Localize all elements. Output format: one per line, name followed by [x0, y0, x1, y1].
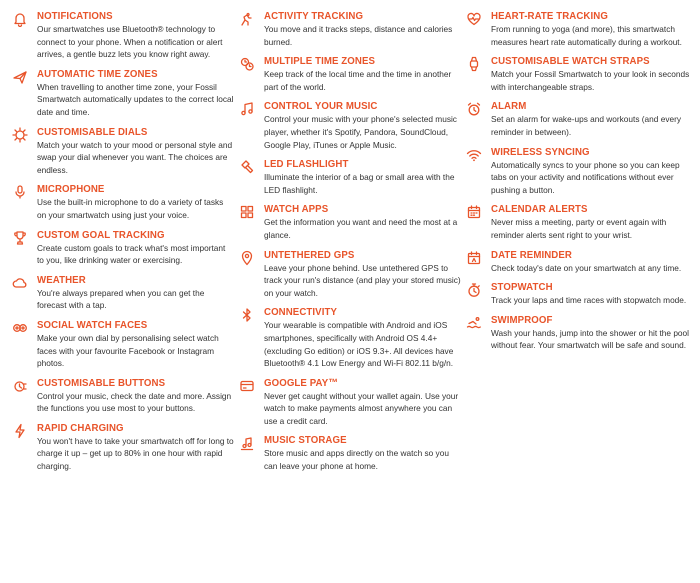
- google-pay-icon: [239, 378, 255, 394]
- feature-description: You're always prepared when you can get the forecast with a tap.: [37, 287, 205, 311]
- feature-description: Automatically syncs to your phone so you can keep tabs on your activity and notifications without ever pushing a button.: [491, 159, 680, 195]
- feature-title: WIRELESS SYNCING: [491, 145, 590, 158]
- feature-title: HEART-RATE TRACKING: [491, 10, 608, 22]
- feature-item: [239, 434, 461, 472]
- weather-icon: [12, 275, 28, 291]
- flashlight-icon: [239, 159, 255, 175]
- feature-title: DATE REMINDER: [491, 248, 572, 261]
- feature-item: [466, 100, 692, 138]
- watch-dial-icon: [12, 127, 28, 143]
- feature-item: [466, 314, 692, 352]
- feature-title: STOPWATCH: [491, 281, 553, 294]
- feature-description: Illuminate the interior of a bag or small area with the LED flashlight.: [264, 172, 455, 195]
- feature-description: Match your Fossil Smartwatch to your look in seconds with interchangeable straps.: [491, 69, 690, 92]
- trophy-icon: [12, 230, 28, 246]
- feature-item: [239, 203, 461, 241]
- alarm-clock-icon: [466, 101, 482, 117]
- feature-description: Get the information you want and need the most at a glance.: [264, 217, 458, 240]
- feature-item: [239, 100, 461, 151]
- feature-item: [12, 319, 234, 370]
- feature-description: Make your own dial by personalising select watch faces with your favourite Facebook or Instagram photos.: [37, 332, 219, 369]
- feature-item: [12, 10, 234, 61]
- feature-item: [12, 68, 234, 119]
- feature-title: WEATHER: [37, 273, 86, 286]
- feature-title: CUSTOMISABLE BUTTONS: [37, 376, 166, 389]
- feature-item: [466, 55, 692, 93]
- location-pin-icon: [239, 250, 255, 266]
- calendar-icon: [466, 204, 482, 220]
- feature-description: Keep track of the local time and the time in another part of the world.: [264, 69, 452, 92]
- buttons-icon: [12, 378, 28, 394]
- feature-item: [12, 183, 234, 221]
- airplane-icon: [12, 69, 28, 85]
- feature-item: [466, 249, 692, 275]
- feature-description: Our smartwatches use Bluetooth® technology to connect to your phone. When a notification or alert arrives, a gentle buzz lets you know right away.: [37, 24, 223, 60]
- feature-description: Control your music with your phone's selected music player, whether it's Spotify, Pandora, SoundCloud, Google Play, iTunes or Apple Music.: [264, 114, 457, 150]
- feature-title: CUSTOMISABLE DIALS: [37, 125, 148, 138]
- feature-title: WATCH APPS: [264, 203, 329, 216]
- feature-column-1: [12, 10, 234, 480]
- feature-title: CUSTOMISABLE WATCH STRAPS: [491, 55, 650, 68]
- stopwatch-icon: [466, 282, 482, 298]
- feature-item: [12, 274, 234, 312]
- heart-rate-icon: [466, 11, 482, 27]
- feature-column-2: [239, 10, 461, 480]
- feature-title: SOCIAL WATCH FACES: [37, 318, 148, 331]
- feature-description: Check today's date on your smartwatch at any time.: [491, 262, 682, 273]
- feature-item: [12, 422, 234, 473]
- feature-description: Never get caught without your wallet again. Use your watch to make payments almost anywhere you can use a credit card.: [264, 390, 459, 426]
- feature-title: RAPID CHARGING: [37, 421, 124, 434]
- feature-title: UNTETHERED GPS: [264, 248, 355, 261]
- feature-description: Create custom goals to track what's most important to you, like drinking water or exercising.: [37, 242, 226, 266]
- watch-strap-icon: [466, 56, 482, 72]
- feature-item: [466, 10, 692, 48]
- feature-description: You won't have to take your smartwatch off for long to charge it up – get up to 80% in one hour with rapid charging.: [37, 435, 234, 472]
- feature-item: [239, 10, 461, 48]
- feature-title: CALENDAR ALERTS: [491, 203, 588, 216]
- feature-title: ALARM: [491, 100, 527, 113]
- feature-title: CONTROL YOUR MUSIC: [264, 100, 378, 113]
- feature-description: Match your watch to your mood or personal style and swap your dial whenever you want. The choices are endless.: [37, 139, 233, 175]
- feature-item: [12, 126, 234, 177]
- feature-item: [239, 158, 461, 196]
- feature-item: [466, 281, 692, 307]
- feature-item: [239, 306, 461, 369]
- feature-description: Wash your hands, jump into the shower or hit the pool without fear. Your smartwatch will be safe and sound.: [491, 327, 690, 351]
- bluetooth-icon: [239, 307, 255, 323]
- feature-item: [12, 377, 234, 415]
- feature-item: [466, 146, 692, 197]
- charging-icon: [12, 423, 28, 439]
- microphone-icon: [12, 184, 28, 200]
- swim-icon: [466, 315, 482, 331]
- feature-description: You move and it tracks steps, distance and calories burned.: [264, 24, 453, 47]
- feature-description: Your wearable is compatible with Android and iOS smartphones, specifically with Android OS 4.4+ (excluding Go edition) or iOS 9.3+. All devices have Bluetooth® 4.1 Low Energy and Wi-Fi 802.11 b/g/n.: [264, 320, 454, 369]
- feature-description: Control your music, check the date and more. Assign the functions you use most to your buttons.: [37, 390, 232, 414]
- feature-description: Never miss a meeting, party or event again with reminder alerts sent right to your wrist.: [491, 217, 667, 240]
- feature-title: MUSIC STORAGE: [264, 434, 347, 447]
- activity-icon: [239, 11, 255, 27]
- feature-column-3: [466, 10, 692, 359]
- feature-item: [12, 229, 234, 267]
- feature-description: Store music and apps directly on the watch so you can leave your phone at home.: [264, 448, 449, 472]
- feature-description: Track your laps and time races with stopwatch mode.: [491, 295, 687, 306]
- music-storage-icon: [239, 435, 255, 451]
- feature-description: Set an alarm for wake-ups and workouts (and every reminder in between).: [491, 114, 681, 137]
- apps-icon: [239, 204, 255, 220]
- feature-item: [239, 55, 461, 93]
- bell-icon: [12, 11, 28, 27]
- social-icon: [12, 320, 28, 336]
- feature-title: NOTIFICATIONS: [37, 10, 113, 22]
- feature-title: SWIMPROOF: [491, 313, 553, 326]
- feature-item: [239, 249, 461, 300]
- feature-description: When travelling to another time zone, your Fossil Smartwatch automatically updates to the correct local date and time.: [37, 81, 234, 117]
- feature-title: CUSTOM GOAL TRACKING: [37, 228, 165, 241]
- feature-title: GOOGLE PAY™: [264, 376, 339, 389]
- feature-title: MULTIPLE TIME ZONES: [264, 55, 376, 68]
- feature-description: Use the built-in microphone to do a variety of tasks on your smartwatch using just your voice.: [37, 197, 224, 220]
- music-note-icon: [239, 101, 255, 117]
- feature-description: Leave your phone behind. Use untethered GPS to track your run's distance (and play your stored music) on your watch.: [264, 262, 461, 298]
- feature-description: From running to yoga (and more), this smartwatch measures heart rate automatically during a workout.: [491, 24, 682, 47]
- date-icon: [466, 250, 482, 266]
- feature-item: [466, 203, 692, 241]
- feature-item: [239, 377, 461, 428]
- feature-title: AUTOMATIC TIME ZONES: [37, 67, 158, 80]
- globe-clock-icon: [239, 56, 255, 72]
- wifi-icon: [466, 147, 482, 163]
- feature-title: CONNECTIVITY: [264, 306, 338, 319]
- feature-title: MICROPHONE: [37, 183, 105, 196]
- feature-title: ACTIVITY TRACKING: [264, 10, 364, 22]
- feature-title: LED FLASHLIGHT: [264, 158, 349, 171]
